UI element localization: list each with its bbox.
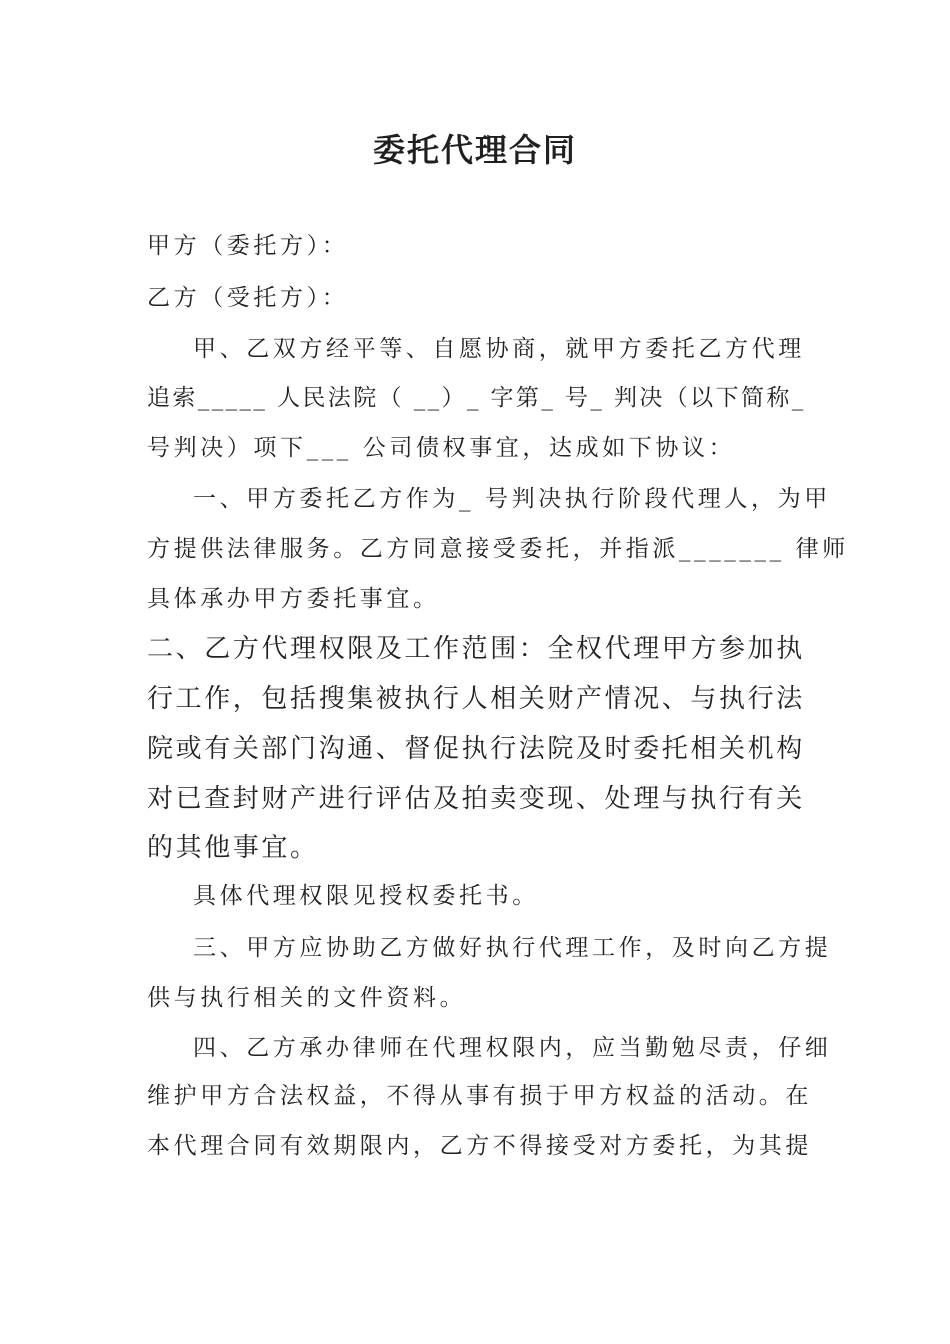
clause-4-line-1: 四、乙方承办律师在代理权限内，应当勤勉尽责，仔细 xyxy=(193,1035,832,1061)
clause-2-line-2: 行工作，包括搜集被执行人相关财产情况、与执行法 xyxy=(147,684,805,714)
clause-2-line-1: 二、乙方代理权限及工作范围：全权代理甲方参加执 xyxy=(147,634,805,664)
clause-2-line-3: 院或有关部门沟通、督促执行法院及时委托相关机构 xyxy=(147,734,805,764)
party-b-line: 乙方（受托方）： xyxy=(147,285,349,311)
preamble-line-3: 号判决）项下___ 公司债权事宜，达成如下协议： xyxy=(147,435,736,461)
authority-note-line: 具体代理权限见授权委托书。 xyxy=(193,883,539,909)
clause-4-line-3: 本代理合同有效期限内，乙方不得接受对方委托，为其提 xyxy=(147,1133,812,1159)
clause-3-line-2: 供与执行相关的文件资料。 xyxy=(147,985,467,1011)
clause-3-line-1: 三、甲方应协助乙方做好执行代理工作，及时向乙方提 xyxy=(193,935,832,961)
clause-1-line-1: 一、甲方委托乙方作为_ 号判决执行阶段代理人，为甲 xyxy=(193,486,831,512)
clause-1-line-3: 具体承办甲方委托事宜。 xyxy=(147,586,440,612)
preamble-line-1: 甲、乙双方经平等、自愿协商，就甲方委托乙方代理 xyxy=(193,336,805,362)
clause-4-line-2: 维护甲方合法权益，不得从事有损于甲方权益的活动。在 xyxy=(147,1083,812,1109)
document-title: 委托代理合同 xyxy=(372,131,577,169)
clause-2-line-5: 的其他事宜。 xyxy=(147,833,319,863)
clause-1-line-2: 方提供法律服务。乙方同意接受委托，并指派_______ 律师 xyxy=(147,536,849,562)
party-a-line: 甲方（委托方）： xyxy=(147,233,349,259)
preamble-line-2: 追索_____ 人民法院（ __）_ 字第_ 号_ 判决（以下简称_ xyxy=(147,385,806,411)
clause-2-line-4: 对已查封财产进行评估及拍卖变现、处理与执行有关 xyxy=(147,784,805,814)
